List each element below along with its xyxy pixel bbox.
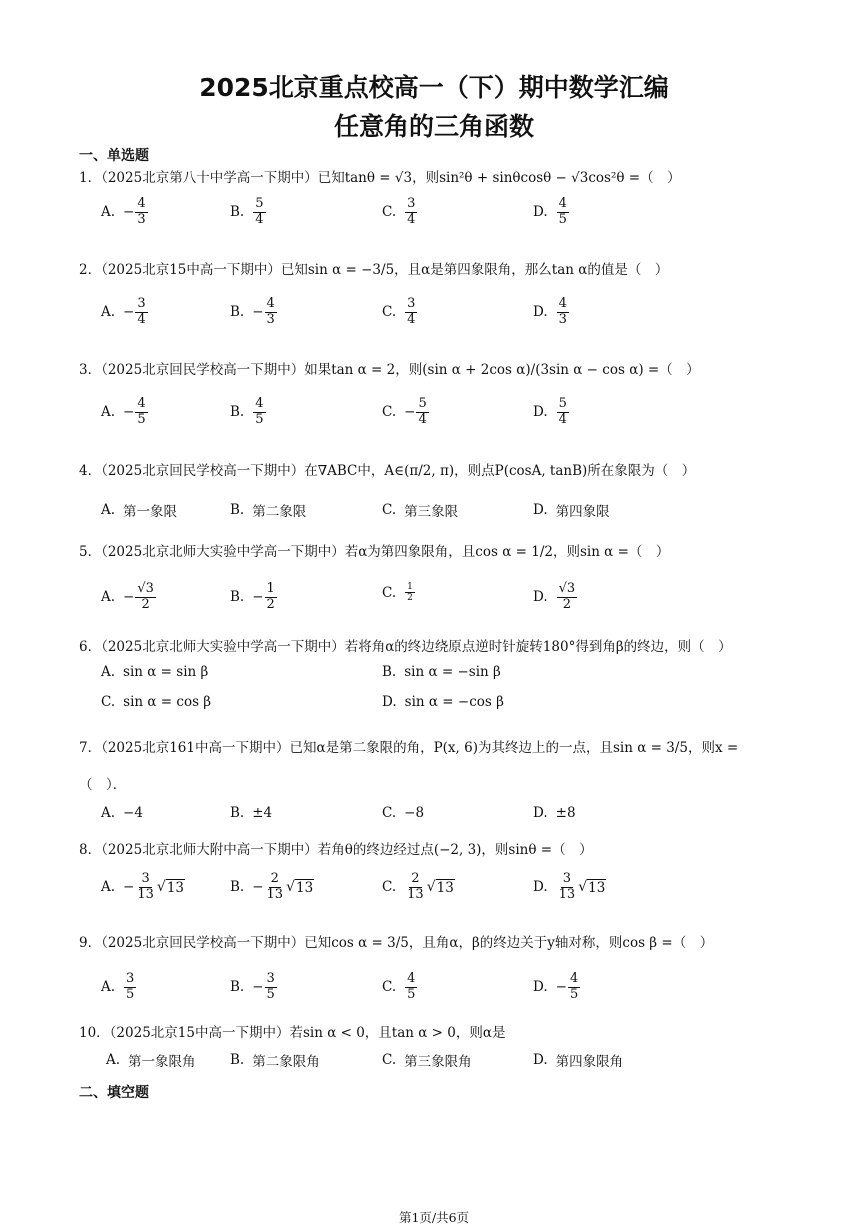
option-sign: − xyxy=(252,879,264,896)
question-7-stem: 7．（2025北京161中高一下期中）已知α是第二象限的角，P(x, 6)为其终边上的一点，且sin α = 3/5，则x = xyxy=(79,740,739,756)
option xyxy=(533,805,576,821)
sqrt-symbol: √ 13 xyxy=(156,878,185,896)
option-label: A. xyxy=(106,1052,121,1068)
option-label: D. xyxy=(533,304,548,321)
numerator: 3 xyxy=(407,296,416,311)
numerator: 5 xyxy=(418,396,427,411)
option-fraction xyxy=(265,972,277,1003)
option xyxy=(101,500,177,520)
sqrt-symbol: √ 13 xyxy=(578,878,606,896)
option-text: 第二象限 xyxy=(252,504,307,520)
option xyxy=(382,872,455,903)
option-fraction xyxy=(416,397,428,428)
option-label: B. xyxy=(230,502,245,518)
option xyxy=(101,397,149,428)
denominator: 13 xyxy=(266,886,284,902)
option-sign: − xyxy=(123,589,135,606)
numerator: 4 xyxy=(569,971,579,986)
numerator: 3 xyxy=(266,971,275,986)
numerator: 3 xyxy=(126,971,135,986)
option xyxy=(101,872,185,903)
option xyxy=(230,805,272,821)
option-fraction xyxy=(405,972,417,1003)
question-10-stem: 10．（2025北京15中高一下期中）若sin α < 0，且tan α > 0，则α是 xyxy=(79,1025,506,1041)
option-text: ±8 xyxy=(555,805,576,821)
option-sign: − xyxy=(252,979,264,996)
radicand: 13 xyxy=(166,879,185,896)
option-text: 第一象限 xyxy=(123,504,178,520)
question-9-stem: 9．（2025北京回民学校高一下期中）已知cos α = 3/5，且角α，β的终边关于y轴对称，则cos β =（ ） xyxy=(79,935,714,951)
option-label: B. xyxy=(230,805,245,821)
option-text: −4 xyxy=(123,805,143,821)
option-fraction xyxy=(405,582,415,604)
option-text: 第三象限 xyxy=(404,504,459,520)
numerator: 5 xyxy=(255,196,264,211)
option-label: D. xyxy=(382,694,397,710)
option-fraction xyxy=(557,872,578,903)
option xyxy=(382,664,501,680)
option-label: C. xyxy=(382,584,397,601)
option xyxy=(382,972,418,1003)
denominator: 4 xyxy=(255,211,264,227)
numerator: √3 xyxy=(137,581,154,596)
numerator: 1 xyxy=(266,581,275,596)
denominator: 2 xyxy=(266,596,275,612)
option-fraction xyxy=(135,582,156,613)
question-5-stem: 5．（2025北京北师大实验中学高一下期中）若α为第四象限角，且cos α = 1/2，则sin α =（ ） xyxy=(79,544,670,560)
option xyxy=(533,972,581,1003)
radicand: 13 xyxy=(436,879,454,896)
option xyxy=(382,694,504,710)
option-fraction xyxy=(135,397,147,428)
option-label: B. xyxy=(382,664,397,680)
option-text: 第一象限角 xyxy=(128,1054,196,1070)
option-label: C. xyxy=(382,879,397,896)
denominator: 5 xyxy=(137,411,146,427)
option-fraction xyxy=(557,582,578,613)
option xyxy=(533,582,578,613)
option-label: D. xyxy=(533,1052,548,1068)
option-sign: − xyxy=(123,304,135,321)
radicand: 13 xyxy=(588,879,606,896)
question-6-stem: 6．（2025北京北师大实验中学高一下期中）若将角α的终边绕原点逆时针旋转180°得到角β的终边，则（ ） xyxy=(79,639,732,655)
option xyxy=(230,872,314,903)
numerator: 4 xyxy=(137,196,146,211)
option xyxy=(382,197,418,228)
option-label: B. xyxy=(230,589,245,606)
option xyxy=(230,1050,320,1070)
radicand: 13 xyxy=(296,879,314,896)
option-text: sin α = sin β xyxy=(123,664,209,680)
denominator: 5 xyxy=(569,986,579,1002)
option-sign: − xyxy=(555,979,567,996)
option xyxy=(101,972,137,1003)
option-label: A. xyxy=(101,879,116,896)
denominator: 3 xyxy=(137,211,146,227)
option-label: A. xyxy=(101,404,116,421)
option-text: sin α = −sin β xyxy=(404,664,501,680)
option-fraction xyxy=(253,197,265,228)
numerator: 4 xyxy=(266,296,275,311)
sqrt-symbol: √ 13 xyxy=(286,878,314,896)
option-fraction xyxy=(253,397,265,428)
option xyxy=(230,297,278,328)
denominator: 5 xyxy=(255,411,264,427)
option-text: 第二象限角 xyxy=(252,1054,320,1070)
option-label: D. xyxy=(533,502,548,518)
numerator: 2 xyxy=(411,871,420,886)
option-text: 第三象限角 xyxy=(404,1054,472,1070)
option-text: sin α = −cos β xyxy=(404,694,504,710)
question-1-stem: 1．（2025北京第八十中学高一下期中）已知tanθ = √3，则sin²θ + sinθcosθ − √3cos²θ =（ ） xyxy=(79,170,681,186)
option-label: D. xyxy=(533,879,548,896)
option-fraction xyxy=(265,297,277,328)
option xyxy=(533,397,570,428)
question-7-stem-cont: （ ）． xyxy=(79,777,127,793)
option xyxy=(101,664,208,680)
numerator: 3 xyxy=(141,871,150,886)
option xyxy=(382,805,424,821)
option-fraction xyxy=(135,297,147,328)
option-label: A. xyxy=(101,502,116,518)
option-text: −8 xyxy=(404,805,425,821)
option xyxy=(106,1050,196,1070)
option-text: 第四象限角 xyxy=(555,1054,624,1070)
sqrt-symbol: √ 13 xyxy=(426,878,454,896)
option-label: C. xyxy=(382,204,397,221)
option xyxy=(382,1050,472,1070)
option xyxy=(533,872,606,903)
denominator: 5 xyxy=(266,986,275,1002)
option-fraction xyxy=(135,872,156,903)
doc-title: 2025北京重点校高一（下）期中数学汇编 xyxy=(199,73,669,102)
option-fraction xyxy=(265,582,277,613)
denominator: 4 xyxy=(407,311,416,327)
option-fraction xyxy=(135,197,147,228)
denominator: 4 xyxy=(418,411,427,427)
option-label: B. xyxy=(230,204,245,221)
option xyxy=(533,197,570,228)
option xyxy=(382,582,416,604)
denominator: 13 xyxy=(558,886,576,902)
option-text: 第四象限 xyxy=(555,504,610,520)
doc-subtitle: 任意角的三角函数 xyxy=(333,112,534,141)
option-label: D. xyxy=(533,204,548,221)
option-label: A. xyxy=(101,805,116,821)
option-text: sin α = cos β xyxy=(123,694,212,710)
section-heading-single-choice: 一、单选题 xyxy=(79,148,149,164)
numerator: 4 xyxy=(137,396,146,411)
option xyxy=(533,1050,623,1070)
numerator: 3 xyxy=(407,196,416,211)
option-fraction xyxy=(124,972,136,1003)
option xyxy=(533,297,570,328)
option-fraction xyxy=(568,972,580,1003)
option-fraction xyxy=(557,297,569,328)
option-label: C. xyxy=(382,502,397,518)
numerator: √3 xyxy=(558,581,576,596)
numerator: 4 xyxy=(558,196,567,211)
option-label: C. xyxy=(382,304,397,321)
option xyxy=(101,805,143,821)
option xyxy=(382,500,458,520)
option-fraction xyxy=(405,197,417,228)
option xyxy=(230,582,278,613)
denominator: 13 xyxy=(407,886,424,902)
option-label: A. xyxy=(101,204,116,221)
option xyxy=(382,297,418,328)
denominator: 4 xyxy=(137,311,146,327)
denominator: 4 xyxy=(558,411,567,427)
option xyxy=(101,297,149,328)
option xyxy=(230,972,278,1003)
question-4-stem: 4．（2025北京回民学校高一下期中）在∇ABC中，A∈(π/2, π)，则点P(cosA, tanB)所在象限为（ ） xyxy=(79,463,696,479)
option-sign: − xyxy=(123,879,135,896)
option-label: C. xyxy=(101,694,116,710)
option-label: D. xyxy=(533,589,548,606)
option xyxy=(230,500,306,520)
option-label: B. xyxy=(230,404,245,421)
option-fraction xyxy=(557,397,569,428)
option-label: C. xyxy=(382,979,397,996)
section-heading-fill-in: 二、填空题 xyxy=(79,1085,149,1101)
denominator: 3 xyxy=(558,311,567,327)
option-fraction xyxy=(405,872,426,903)
numerator: 5 xyxy=(558,396,567,411)
question-8-stem: 8．（2025北京北师大附中高一下期中）若角θ的终边经过点(−2, 3)，则sinθ =（ ） xyxy=(79,842,593,858)
option-label: D. xyxy=(533,979,548,996)
numerator: 3 xyxy=(137,296,146,311)
question-2-stem: 2．（2025北京15中高一下期中）已知sin α = −3/5，且α是第四象限角，那么tan α的值是（ ） xyxy=(79,262,669,278)
denominator: 3 xyxy=(266,311,275,327)
question-3-stem: 3．（2025北京回民学校高一下期中）如果tan α = 2，则(sin α + 2cos α)/(3sin α − cos α) =（ ） xyxy=(79,362,700,378)
denominator: 2 xyxy=(562,596,572,612)
page-footer: 第1页/共6页 xyxy=(398,1210,470,1225)
option-sign: − xyxy=(123,404,135,421)
denominator: 5 xyxy=(407,986,416,1002)
option-sign: − xyxy=(404,404,416,421)
option-label: A. xyxy=(101,589,116,606)
option-label: D. xyxy=(533,805,548,821)
denominator: 4 xyxy=(407,211,416,227)
denominator: 2 xyxy=(141,596,150,612)
option-label: A. xyxy=(101,304,116,321)
option-label: C. xyxy=(382,1052,397,1068)
option-label: A. xyxy=(101,979,116,996)
option xyxy=(230,197,267,228)
option-label: C. xyxy=(382,805,397,821)
option-sign: − xyxy=(123,204,135,221)
numerator: 2 xyxy=(270,871,279,886)
option-label: B. xyxy=(230,1052,245,1068)
option-label: B. xyxy=(230,304,245,321)
option xyxy=(101,582,157,613)
option-label: D. xyxy=(533,404,548,421)
numerator: 4 xyxy=(255,396,264,411)
denominator: 2 xyxy=(407,593,413,604)
numerator: 1 xyxy=(407,582,413,592)
option-label: A. xyxy=(101,664,116,680)
numerator: 4 xyxy=(407,971,416,986)
option xyxy=(101,197,149,228)
option xyxy=(230,397,267,428)
option-label: C. xyxy=(382,404,397,421)
option-label: B. xyxy=(230,979,245,996)
option-fraction xyxy=(557,197,569,228)
denominator: 13 xyxy=(137,886,154,902)
numerator: 4 xyxy=(558,296,567,311)
option-text: ±4 xyxy=(252,805,273,821)
option-label: B. xyxy=(230,879,245,896)
option-fraction xyxy=(405,297,417,328)
denominator: 5 xyxy=(558,211,567,227)
option-sign: − xyxy=(252,589,264,606)
option xyxy=(382,397,430,428)
option-sign: − xyxy=(252,304,264,321)
denominator: 5 xyxy=(126,986,135,1002)
option-fraction xyxy=(265,872,286,903)
option xyxy=(533,500,610,520)
numerator: 3 xyxy=(562,871,572,886)
option xyxy=(101,694,211,710)
